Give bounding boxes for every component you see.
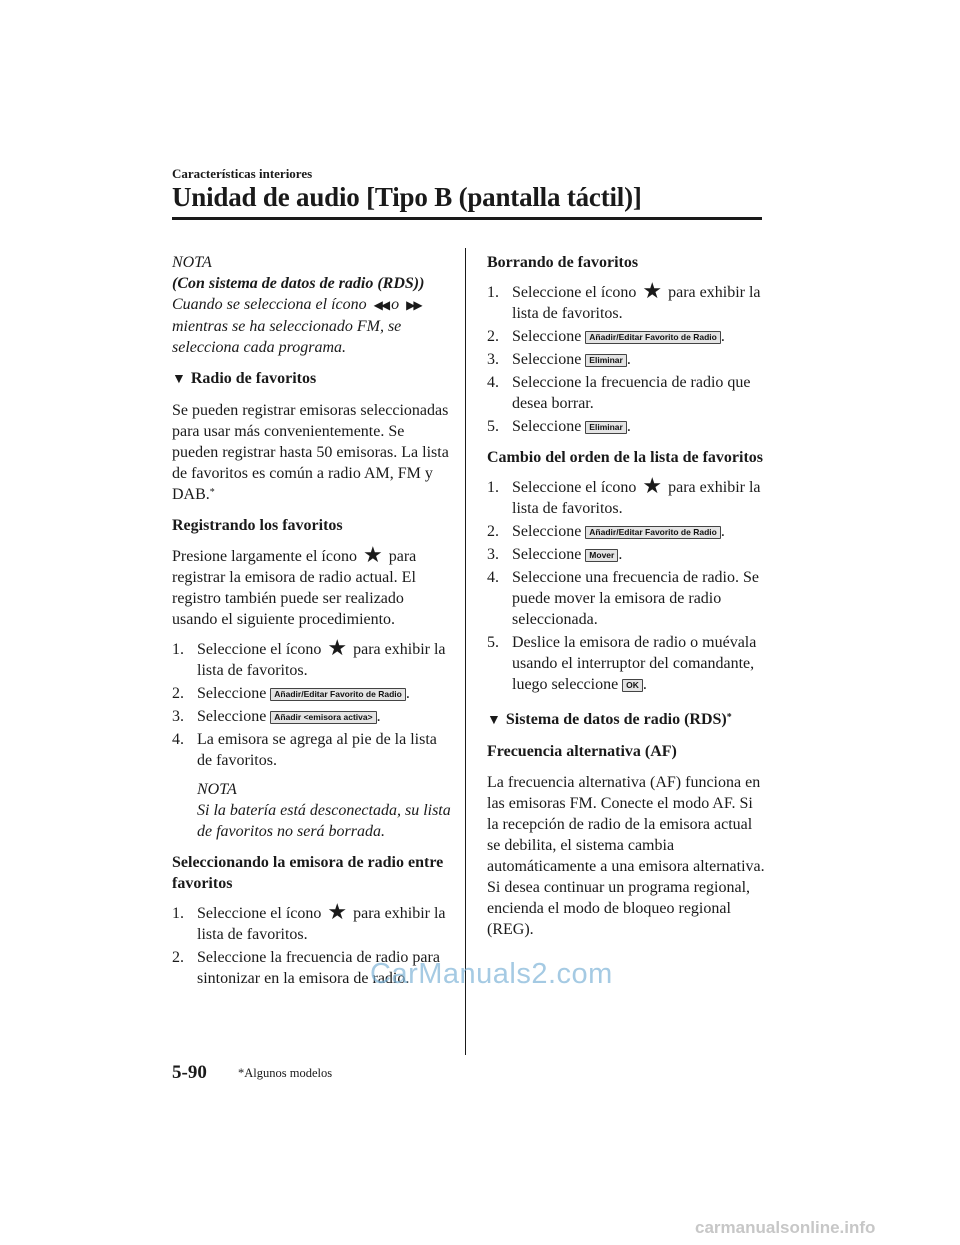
list-item: 2. Seleccione la frecuencia de radio para sintonizar en la emisora de radio.: [172, 949, 440, 987]
order-heading: Cambio del orden de la lista de favoritos: [487, 449, 763, 466]
af-text: La frecuencia alternativa (AF) funciona en las emisoras FM. Conecte el modo AF. Si la recepción de radio de la emisora actual se debilita, el sistema cambia automáticamente a una emisora alternativa.: [487, 774, 765, 875]
list-item: 4. La emisora se agrega al pie de la lista de favoritos.: [172, 731, 437, 769]
nota-heading: NOTA: [197, 781, 237, 798]
list-item: 1. Seleccione el ícono ★ para exhibir la lista de favoritos.: [172, 899, 446, 943]
site-watermark: carmanualsonline.info: [695, 1218, 876, 1237]
nota-text: Cuando se selecciona el ícono ◀◀ o ▶▶ mientras se ha seleccionado FM, se selecciona cada programa.: [172, 296, 421, 356]
footnote: *Algunos modelos: [238, 1066, 333, 1080]
triangle-down-icon: ▼: [487, 713, 501, 728]
list-item: 1. Seleccione el ícono ★ para exhibir la lista de favoritos.: [487, 473, 761, 517]
left-column: [172, 252, 452, 991]
register-heading: Registrando los favoritos: [172, 517, 343, 534]
order-steps: [487, 473, 765, 695]
column-divider: [465, 248, 466, 1055]
add-edit-favorite-button[interactable]: Añadir/Editar Favorito de Radio: [270, 688, 406, 701]
move-button[interactable]: Mover: [585, 549, 618, 562]
af-text-2: Si desea continuar un programa regional, encienda el modo de bloqueo regional (REG).: [487, 879, 751, 938]
watermark: CarManuals2.com: [370, 958, 613, 990]
list-item: 2. Seleccione Añadir/Editar Favorito de Radio .: [172, 685, 410, 702]
delete-steps: [487, 278, 765, 437]
star-icon: ★: [642, 278, 663, 303]
triangle-down-icon: ▼: [172, 372, 186, 387]
list-item: 4. Seleccione la frecuencia de radio que desea borrar.: [487, 374, 751, 412]
favorites-intro: Se pueden registrar emisoras seleccionadas para usar más convenientemente. Se pueden registrar hasta 50 emisoras. La lista de favoritos es común a radio AM, FM y DAB.*: [172, 402, 449, 503]
select-heading: Seleccionando la emisora de radio entre favoritos: [172, 854, 444, 892]
add-edit-favorite-button[interactable]: Añadir/Editar Favorito de Radio: [585, 526, 721, 539]
list-item: 2. Seleccione Añadir/Editar Favorito de Radio .: [487, 328, 725, 345]
list-item: 1. Seleccione el ícono ★ para exhibir la lista de favoritos.: [172, 635, 446, 679]
list-item: 4. Seleccione una frecuencia de radio. Se puede mover la emisora de radio seleccionada.: [487, 569, 759, 628]
nota-heading: NOTA: [172, 254, 212, 271]
page-number: 5-90: [172, 1062, 207, 1083]
nota-block: [197, 779, 452, 842]
add-active-station-button[interactable]: Añadir <emisora activa>: [270, 711, 376, 724]
right-column: [487, 252, 765, 940]
register-intro: Presione largamente el ícono ★ para registrar la emisora de radio actual. El registro también puede ser realizado usando el siguiente procedimiento.: [172, 542, 417, 628]
list-item: 5. Seleccione Eliminar .: [487, 418, 631, 435]
nota-subheading: (Con sistema de datos de radio (RDS)): [172, 275, 425, 292]
delete-heading: Borrando de favoritos: [487, 254, 639, 271]
list-item: 1. Seleccione el ícono ★ para exhibir la lista de favoritos.: [487, 278, 761, 322]
star-icon: ★: [642, 473, 663, 498]
af-heading: Frecuencia alternativa (AF): [487, 743, 677, 760]
list-item: 3. Seleccione Eliminar .: [487, 351, 631, 368]
list-item: 3. Seleccione Mover .: [487, 546, 623, 563]
add-edit-favorite-button[interactable]: Añadir/Editar Favorito de Radio: [585, 331, 721, 344]
skip-back-icon: ◀◀: [373, 298, 389, 312]
list-item: 2. Seleccione Añadir/Editar Favorito de Radio .: [487, 523, 725, 540]
section-label: Características interiores: [172, 166, 313, 181]
list-item: 3. Seleccione Añadir <emisora activa> .: [172, 708, 381, 725]
register-steps: [172, 635, 452, 771]
nota-text: Si la batería está desconectada, su lista de favoritos no será borrada.: [197, 802, 451, 840]
delete-button[interactable]: Eliminar: [585, 421, 627, 434]
skip-forward-icon: ▶▶: [406, 298, 421, 312]
page-title: Unidad de audio [Tipo B (pantalla táctil)]: [172, 182, 642, 212]
list-item: 5. Deslice la emisora de radio o muévala usando el interruptor del comandante, luego seleccione OK .: [487, 634, 757, 693]
ok-button[interactable]: OK: [622, 679, 643, 692]
delete-button[interactable]: Eliminar: [585, 354, 627, 367]
star-icon: ★: [327, 899, 348, 924]
footnote-mark: *: [726, 712, 732, 723]
footnote-mark: *: [209, 487, 215, 498]
title-rule: [172, 217, 762, 220]
favorites-heading: ▼ Radio de favoritos: [172, 370, 317, 387]
star-icon: ★: [327, 635, 348, 660]
rds-heading: ▼ Sistema de datos de radio (RDS)*: [487, 711, 732, 728]
star-icon: ★: [362, 542, 383, 567]
